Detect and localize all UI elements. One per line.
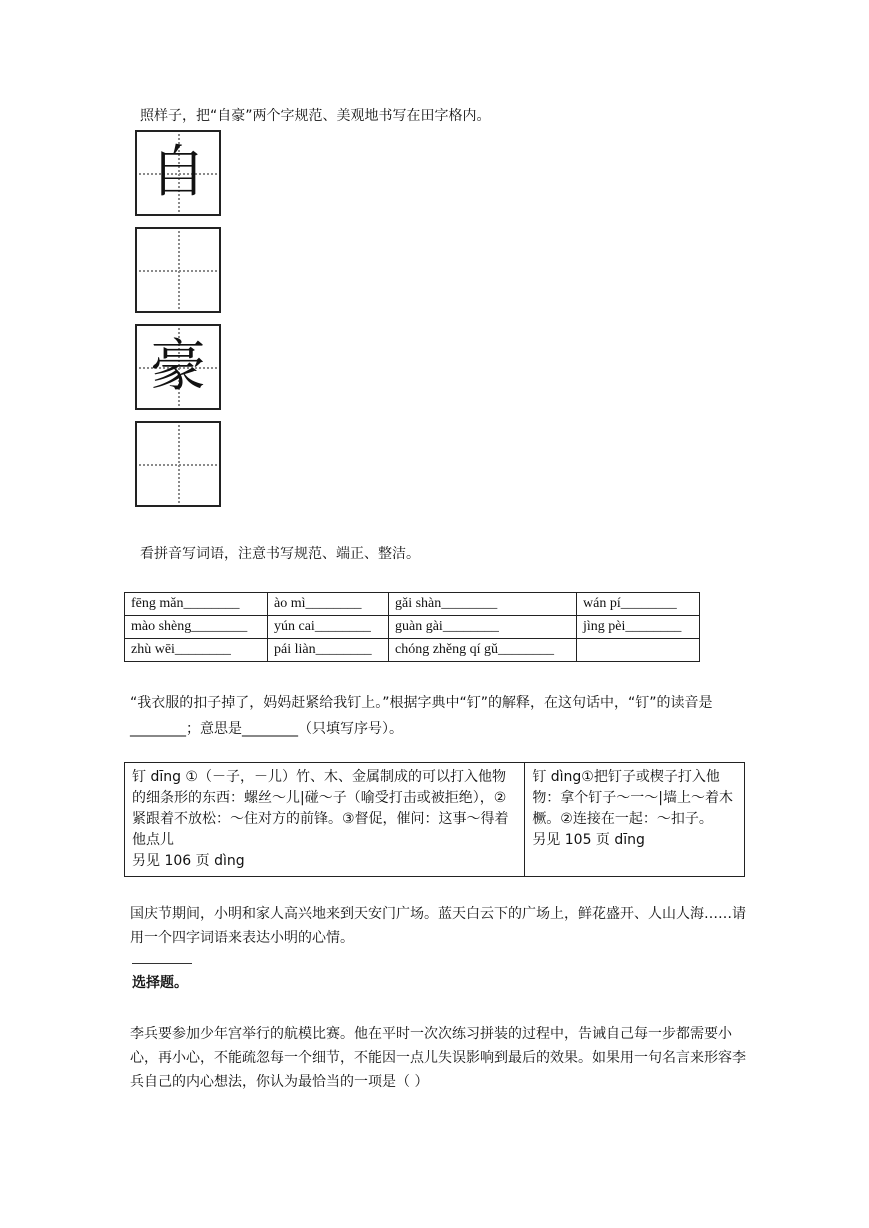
writing-character	[137, 229, 219, 311]
dictionary-entry-body: 钉 dìng①把钉子或楔子打入他物：拿个钉子～一～|墙上～着木橛。②连接在一起：～扣子。	[532, 769, 734, 827]
pinyin-cell[interactable]: gǎi shàn________	[389, 593, 577, 616]
table-row	[125, 763, 745, 877]
pinyin-cell[interactable]: wán pí________	[577, 593, 700, 616]
dictionary-entry-ref: 另见 105 页 dīng	[532, 832, 645, 848]
tianzige-cell-3	[135, 324, 221, 410]
dictionary-entry-body: 钉 dīng ①（－子，－儿）竹、木、金属制成的可以打入他物的细条形的东西：螺丝～儿|碰～子（喻受打击或被拒绝），②紧跟着不放松：～住对方的前锋。③督促，催问：这事～得着他点儿	[132, 769, 509, 848]
answer-blank-line[interactable]	[132, 963, 192, 964]
dictionary-entry-ding1	[125, 763, 525, 877]
pinyin-cell[interactable]: mào shèng________	[125, 616, 268, 639]
writing-character	[137, 423, 219, 505]
tianzige-cell-4[interactable]	[135, 421, 221, 507]
question-1-text: 照样子，把“自豪”两个字规范、美观地书写在田字格内。	[140, 108, 491, 124]
question-4-text: 国庆节期间，小明和家人高兴地来到天安门广场。蓝天白云下的广场上，鲜花盛开、人山人海……请用一个四字词语来表达小明的心情。	[130, 906, 746, 946]
section-title: 选择题。	[132, 975, 188, 991]
table-row	[125, 639, 700, 662]
pinyin-cell[interactable]: guàn gài________	[389, 616, 577, 639]
table-row	[125, 593, 700, 616]
pinyin-cell[interactable]: zhù wēi________	[125, 639, 268, 662]
pinyin-cell[interactable]: chóng zhěng qí gǔ________	[389, 639, 577, 662]
sample-character: 自	[150, 140, 206, 205]
pinyin-cell[interactable]: fēng mǎn________	[125, 593, 268, 616]
pinyin-cell[interactable]: jìng pèi________	[577, 616, 700, 639]
sample-character: 豪	[150, 334, 206, 399]
pinyin-cell[interactable]: yún cai________	[268, 616, 389, 639]
dictionary-table	[124, 762, 745, 877]
pinyin-table	[124, 592, 700, 662]
dictionary-entry-ref: 另见 106 页 dìng	[132, 853, 245, 869]
pinyin-cell-empty	[577, 639, 700, 662]
pinyin-cell[interactable]: ào mì________	[268, 593, 389, 616]
tianzige-cell-1	[135, 130, 221, 216]
table-row	[125, 616, 700, 639]
pinyin-cell[interactable]: pái liàn________	[268, 639, 389, 662]
question-2-text: 看拼音写词语，注意书写规范、端正、整洁。	[140, 546, 420, 562]
question-3-text: “我衣服的扣子掉了，妈妈赶紧给我钉上。”根据字典中“钉”的解释，在这句话中，“钉”的读音是________；意思是________（只填写序号）。	[130, 695, 713, 737]
question-5-text: 李兵要参加少年宫举行的航模比赛。他在平时一次次练习拼装的过程中，告诫自己每一步都需要小心，再小心，不能疏忽每一个细节，不能因一点儿失误影响到最后的效果。如果用一句名言来形容李兵自己的内心想法，你认为最恰当的一项是（ ）	[130, 1026, 746, 1090]
tianzige-cell-2[interactable]	[135, 227, 221, 313]
dictionary-entry-ding4	[525, 763, 745, 877]
